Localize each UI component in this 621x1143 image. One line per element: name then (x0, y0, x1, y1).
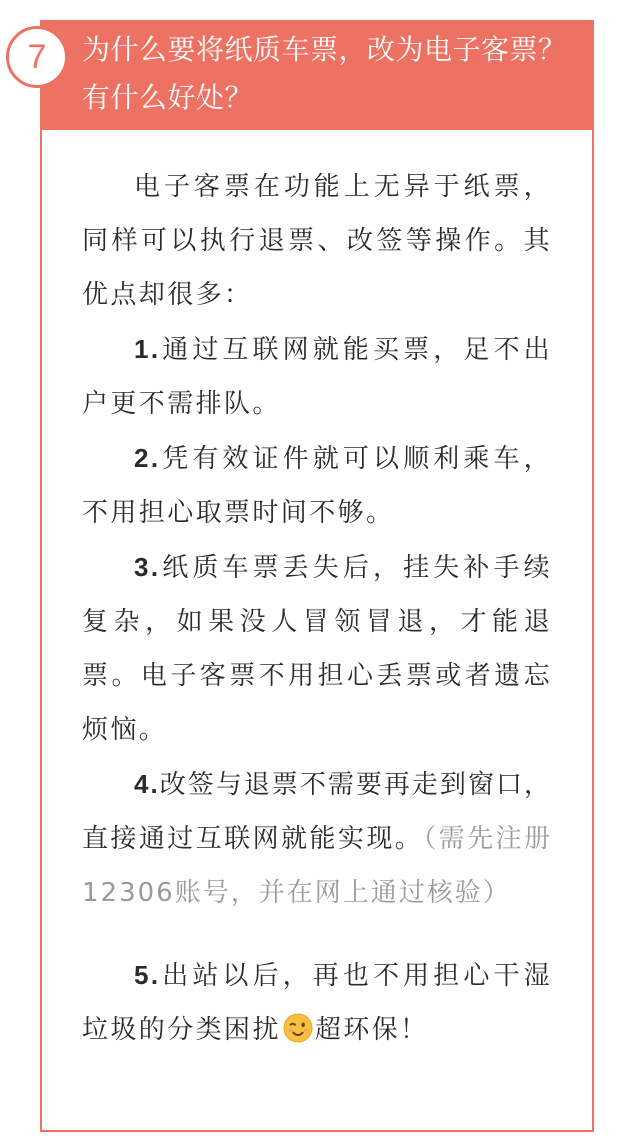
item-number: 3. (134, 552, 161, 582)
winking-face-icon (283, 1013, 313, 1043)
item-number: 2. (134, 443, 161, 473)
item-text: 纸质车票丢失后，挂失补手续复杂，如果没人冒领冒退，才能退票。电子客票不用担心丢票或者遗忘烦恼。 (82, 553, 552, 745)
number-badge (6, 26, 68, 88)
item-number: 4. (134, 769, 160, 799)
item-note: （需先注册12306账号，并在网上通过核验） (82, 824, 552, 908)
item-text: 改签与退票不需要再走到窗口，直接通过互联网就能实现。 (82, 770, 552, 854)
item-text: 凭有效证件就可以顺利乘车，不用担心取票时间不够。 (82, 444, 552, 528)
badge-number: 7 (27, 38, 47, 76)
item-text: 通过互联网就能买票，足不出户更不需排队。 (82, 335, 552, 419)
list-item (82, 322, 552, 431)
item-number: 1. (134, 334, 161, 364)
question-title: 为什么要将纸质车票，改为电子客票？有什么好处？ (82, 33, 567, 114)
list-item (82, 431, 552, 540)
spacer (82, 920, 552, 948)
item-text-after: 超环保！ (314, 1015, 429, 1045)
question-header (40, 20, 594, 130)
item-number: 5. (134, 960, 161, 990)
item-text: 出站以后，再也不用担心干湿垃圾的分类困扰 (82, 961, 552, 1045)
intro-paragraph: 电子客票在功能上无异于纸票，同样可以执行退票、改签等操作。其优点却很多： (82, 172, 552, 310)
list-item (82, 540, 552, 757)
list-item (82, 757, 552, 920)
list-item (82, 948, 552, 1057)
answer-content (82, 160, 552, 1057)
